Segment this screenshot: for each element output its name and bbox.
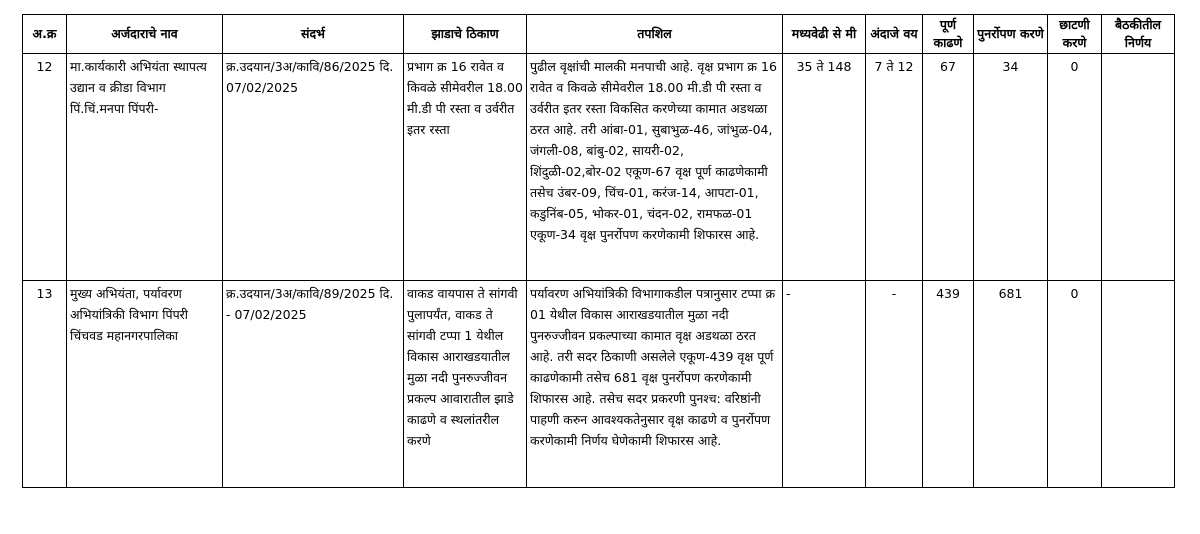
cell-age: - xyxy=(866,281,923,488)
cell-felling: 439 xyxy=(923,281,974,488)
tree-proposal-table xyxy=(22,14,1175,488)
cell-girth: 35 ते 148 xyxy=(783,54,866,281)
cell-sr: 13 xyxy=(23,281,67,488)
cell-decision xyxy=(1102,281,1175,488)
header-pruning: छाटणी करणे xyxy=(1048,15,1102,54)
cell-decision xyxy=(1102,54,1175,281)
header-applicant: अर्जदाराचे नाव xyxy=(67,15,223,54)
header-decision: बैठकीतील निर्णय xyxy=(1102,15,1175,54)
header-sr: अ.क्र xyxy=(23,15,67,54)
cell-pruning: 0 xyxy=(1048,54,1102,281)
cell-age: 7 ते 12 xyxy=(866,54,923,281)
cell-location: प्रभाग क्र 16 रावेत व किवळे सीमेवरील 18.00 मी.डी पी रस्ता व उर्वरीत इतर रस्ता xyxy=(404,54,527,281)
cell-details: पुढील वृक्षांची मालकी मनपाची आहे. वृक्ष प्रभाग क्र 16 रावेत व किवळे सीमेवरील 18.00 मी.डी पी रस्ता व उर्वरीत इतर रस्ता विकसित करणेच्या कामात अडथळा ठरत आहे. तरी आंबा-01, सुबाभुळ-46, जांभुळ-04, जंगली-08, बांबु-02, सायरी-02, शिंदुळी-02,बोर-02 एकूण-67 वृक्ष पूर्ण काढणेकामी तसेच उंबर-09, चिंच-01, करंज-14, आपटा-01, कडुनिंब-05, भोकर-01, चंदन-02, रामफळ-01 एकूण-34 वृक्ष पुनर्रोपण करणेकामी शिफारस आहे. xyxy=(527,54,783,281)
header-age: अंदाजे वय xyxy=(866,15,923,54)
cell-reference: क्र.उदयान/3अ/कावि/89/2025 दि. - 07/02/2025 xyxy=(223,281,404,488)
table-row xyxy=(23,54,1175,281)
header-replant: पुनर्रोपण करणे xyxy=(974,15,1048,54)
cell-details: पर्यावरण अभियांत्रिकी विभागाकडील पत्रानुसार टप्पा क्र 01 येथील विकास आराखडयातील मुळा नदी पुनरुज्जीवन प्रकल्पाच्या कामात वृक्ष अडथळा ठरत आहे. तरी सदर ठिकाणी असलेले एकूण-439 वृक्ष पूर्ण काढणेकामी तसेच 681 वृक्ष पुनर्रोपण करणेकामी शिफारस आहे. तसेच सदर प्रकरणी पुनश्च: वरिष्ठांनी पाहणी करुन आवश्यकतेनुसार वृक्ष काढणे व पुनर्रोपण करणेकामी निर्णय घेणेकामी शिफारस आहे. xyxy=(527,281,783,488)
header-details: तपशिल xyxy=(527,15,783,54)
header-location: झाडाचे ठिकाण xyxy=(404,15,527,54)
cell-applicant: मुख्य अभियंता, पर्यावरण अभियांत्रिकी विभाग पिंपरी चिंचवड महानगरपालिका xyxy=(67,281,223,488)
cell-sr: 12 xyxy=(23,54,67,281)
cell-applicant: मा.कार्यकारी अभियंता स्थापत्य उद्यान व क्रीडा विभाग पिं.चिं.मनपा पिंपरी- xyxy=(67,54,223,281)
cell-felling: 67 xyxy=(923,54,974,281)
cell-location: वाकड वायपास ते सांगवी पुलापर्यंत, वाकड ते सांगवी टप्पा 1 येथील विकास आराखडयातील मुळा नदी पुनरुज्जीवन प्रकल्प आवारातील झाडे काढणे व स्थलांतरील करणे xyxy=(404,281,527,488)
cell-pruning: 0 xyxy=(1048,281,1102,488)
cell-girth: - xyxy=(783,281,866,488)
header-girth: मध्यवेढी से मी xyxy=(783,15,866,54)
cell-replant: 681 xyxy=(974,281,1048,488)
header-felling: पूर्ण काढणे xyxy=(923,15,974,54)
cell-reference: क्र.उदयान/3अ/कावि/86/2025 दि. 07/02/2025 xyxy=(223,54,404,281)
cell-replant: 34 xyxy=(974,54,1048,281)
header-reference: संदर्भ xyxy=(223,15,404,54)
table-row xyxy=(23,281,1175,488)
header-row xyxy=(23,15,1175,54)
